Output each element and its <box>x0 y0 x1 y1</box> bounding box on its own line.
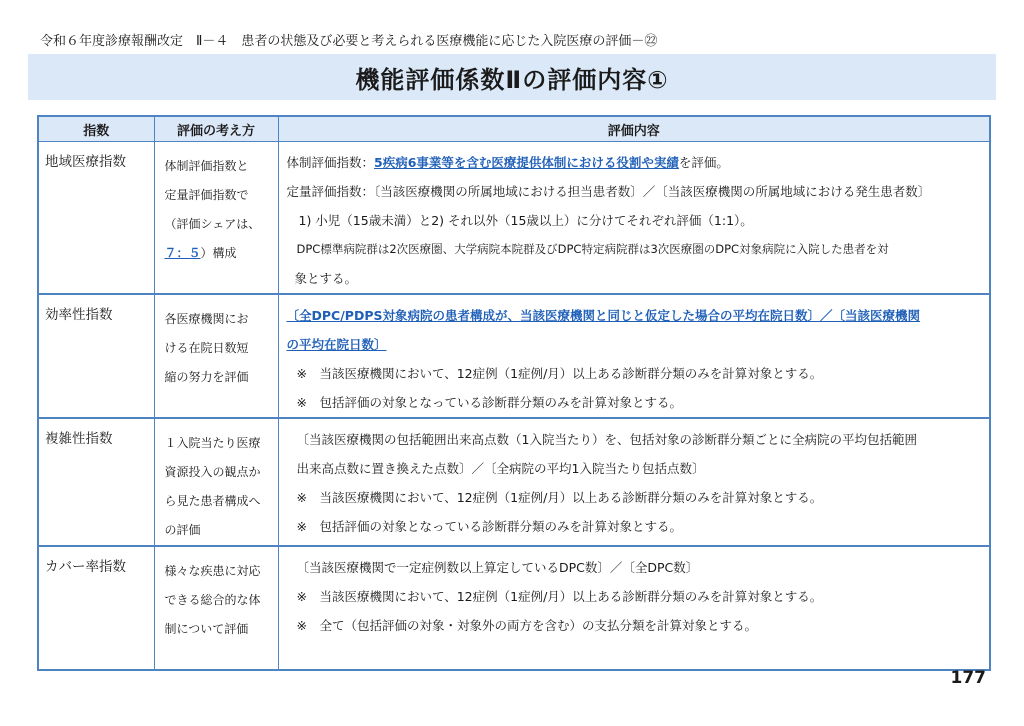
title-band <box>28 54 996 100</box>
evaluation-table <box>37 115 991 671</box>
column-header-content: 評価内容 <box>278 116 990 142</box>
row-content <box>278 418 990 546</box>
evaluation-share-link[interactable]: ７：５ <box>164 246 201 260</box>
content-line: DPC標準病院群は2次医療圏、大学病院本院群及びDPC特定病院群は3次医療圏のDPC対象病院に入院した患者を対 <box>296 242 889 256</box>
row-index: 複雑性指数 <box>38 418 154 546</box>
page-number: 177 <box>950 668 986 688</box>
row-content <box>278 546 990 670</box>
content-line: ※ 包括評価の対象となっている診断群分類のみを計算対象とする。 <box>296 395 682 410</box>
content-line: 定量評価指数：〔当該医療機関の所属地域における担当患者数〕／〔当該医療機関の所属地域における発生患者数〕 <box>286 184 931 199</box>
approach-line: 制について評価 <box>164 622 249 636</box>
approach-line <box>165 239 274 268</box>
approach-suffix: ）構成 <box>200 246 237 260</box>
approach-line: 各医療機関にお <box>164 312 249 326</box>
content-link[interactable]: 〔全DPC/PDPS対象病院の患者構成が、当該医療機関と同じと仮定した場合の平均在院日数〕／〔当該医療機関 <box>286 308 920 323</box>
breadcrumb: 令和６年度診療報酬改定 Ⅱ－４ 患者の状態及び必要と考えられる医療機能に応じた入院医療の評価－㉒ <box>40 34 658 49</box>
row-content <box>278 142 990 295</box>
content-line: ※ 包括評価の対象となっている診断群分類のみを計算対象とする。 <box>296 519 682 534</box>
approach-line: ける在院日数短 <box>164 341 249 355</box>
table-row <box>38 294 990 418</box>
column-header-index: 指数 <box>38 116 154 142</box>
approach-line: できる総合的な体 <box>164 593 261 607</box>
row-approach <box>154 142 278 295</box>
approach-line: 縮の努力を評価 <box>164 370 249 384</box>
page-title: 機能評価係数Ⅱの評価内容① <box>355 65 669 94</box>
table-header-row <box>38 116 990 142</box>
approach-line: ら見た患者構成へ <box>164 494 261 508</box>
approach-line: の評価 <box>164 523 201 537</box>
approach-line: 様々な疾患に対応 <box>164 564 261 578</box>
content-line: 象とする。 <box>294 271 358 286</box>
row-approach <box>154 294 278 418</box>
row-index: 効率性指数 <box>38 294 154 418</box>
row-approach <box>154 546 278 670</box>
approach-line: 定量評価指数で <box>164 188 249 202</box>
approach-line: 体制評価指数と <box>164 159 249 173</box>
content-prefix: 体制評価指数： <box>286 155 375 170</box>
content-line <box>287 148 986 177</box>
approach-line: 資源投入の観点か <box>164 465 261 479</box>
content-link[interactable]: の平均在院日数〕 <box>286 337 387 352</box>
row-index: 地域医療指数 <box>38 142 154 295</box>
content-line: ※ 当該医療機関において、12症例（1症例/月）以上ある診断群分類のみを計算対象とする。 <box>296 366 823 381</box>
content-link[interactable]: 5疾病6事業等を含む医療提供体制における役割や実績 <box>374 155 679 170</box>
row-content <box>278 294 990 418</box>
content-line: 出来高点数に置き換えた点数〕／〔全病院の平均1入院当たり包括点数〕 <box>296 461 705 476</box>
content-line: 〔当該医療機関で一定症例数以上算定しているDPC数〕／〔全DPC数〕 <box>296 560 699 575</box>
table-row <box>38 142 990 295</box>
content-line: 1) 小児（15歳未満）と2) それ以外（15歳以上）に分けてそれぞれ評価（1:1）。 <box>298 213 753 228</box>
table-row <box>38 418 990 546</box>
content-line: 〔当該医療機関の包括範囲出来高点数（1入院当たり）を、包括対象の診断群分類ごとに全病院の平均包括範囲 <box>296 432 917 447</box>
column-header-approach: 評価の考え方 <box>154 116 278 142</box>
row-index: カバー率指数 <box>38 546 154 670</box>
content-line: ※ 当該医療機関において、12症例（1症例/月）以上ある診断群分類のみを計算対象とする。 <box>296 490 823 505</box>
content-suffix: を評価。 <box>678 155 729 170</box>
approach-line: １入院当たり医療 <box>164 436 261 450</box>
content-line: ※ 全て（包括評価の対象・対象外の両方を含む）の支払分類を計算対象とする。 <box>296 618 757 633</box>
approach-line: （評価シェアは、 <box>164 217 261 231</box>
content-line: ※ 当該医療機関において、12症例（1症例/月）以上ある診断群分類のみを計算対象とする。 <box>296 589 823 604</box>
table-row <box>38 546 990 670</box>
row-approach <box>154 418 278 546</box>
